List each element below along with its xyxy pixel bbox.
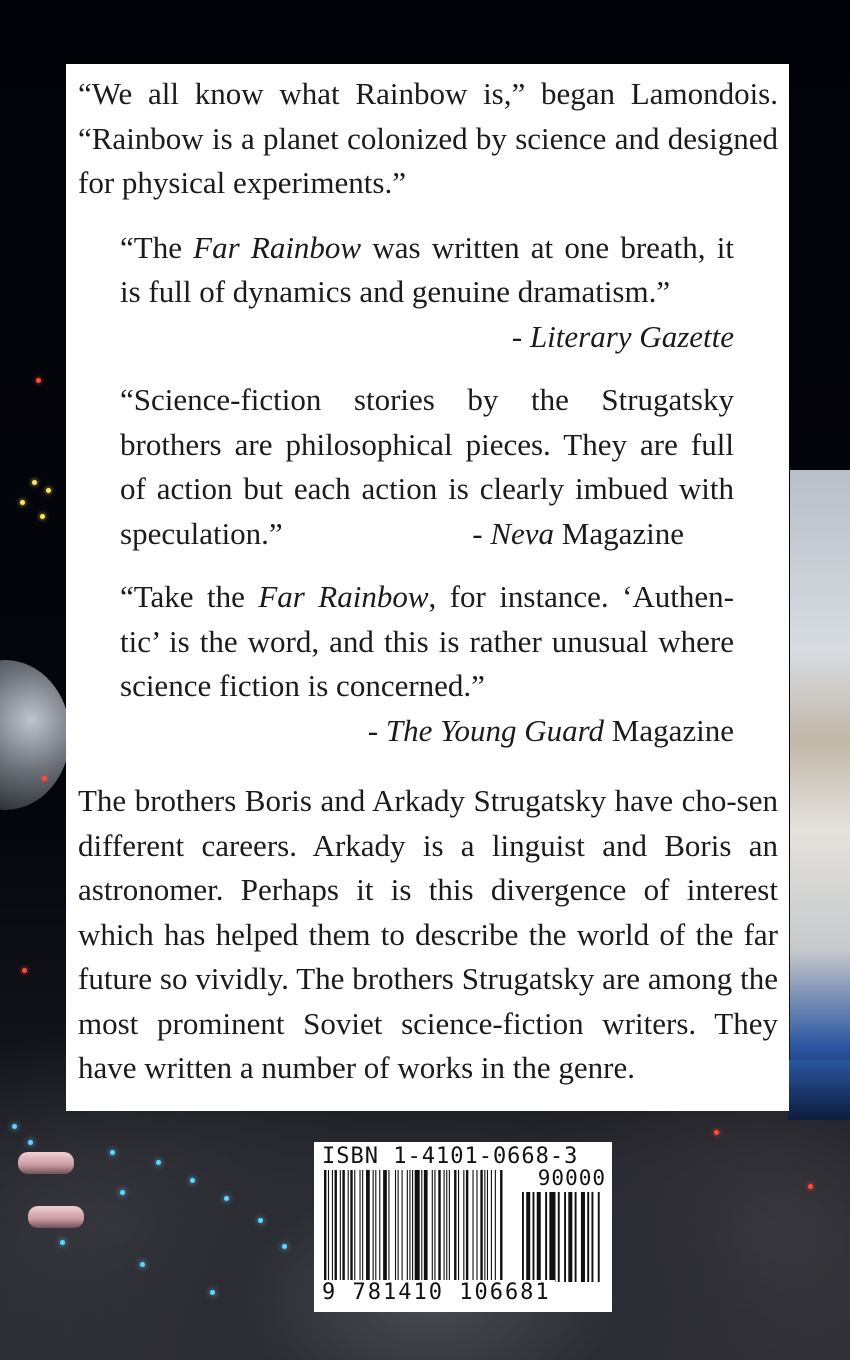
station-light <box>12 1124 17 1129</box>
station-light <box>210 1290 215 1295</box>
barcode-bar <box>495 1170 496 1282</box>
station-light <box>42 776 47 781</box>
station-light <box>120 1190 125 1195</box>
review-quote <box>120 575 734 753</box>
barcode-bar <box>421 1170 422 1282</box>
barcode-addon-bar <box>533 1192 535 1282</box>
station-light <box>110 1150 115 1155</box>
barcode-bar <box>438 1170 440 1282</box>
barcode-bar <box>375 1170 376 1282</box>
station-light <box>714 1130 719 1135</box>
barcode-bar <box>359 1170 360 1282</box>
barcode-bar <box>388 1170 389 1282</box>
station-light <box>224 1196 229 1201</box>
barcode-bar <box>348 1170 349 1282</box>
quote-attribution: - The Young Guard Magazine <box>367 712 734 748</box>
barcode-bar <box>354 1170 355 1282</box>
barcode-bar <box>480 1170 482 1282</box>
barcode-addon-bar <box>549 1192 555 1282</box>
barcode-addon-bar <box>537 1192 541 1282</box>
barcode-addon-bar <box>568 1192 572 1282</box>
barcode-addon-bar <box>522 1192 524 1282</box>
barcode-bar <box>449 1170 450 1282</box>
review-quote <box>120 226 734 360</box>
barcode-bar <box>434 1170 435 1282</box>
barcode-bar <box>398 1170 399 1282</box>
barcode-bar <box>324 1170 326 1282</box>
barcode-bar <box>500 1170 502 1282</box>
station-light <box>32 480 37 485</box>
isbn-barcode <box>314 1142 612 1312</box>
barcode-addon-bar <box>587 1192 589 1282</box>
ean-digits: 9 781410 106681 <box>322 1280 555 1305</box>
barcode-addon-bar <box>575 1192 577 1282</box>
barcode-bar <box>395 1170 396 1282</box>
barcode-addon-bar <box>581 1192 585 1282</box>
barcode-bar <box>484 1170 485 1282</box>
isbn-label: ISBN 1-4101-0668-3 <box>322 1144 579 1169</box>
barcode-bar <box>487 1170 488 1282</box>
station-light <box>22 968 27 973</box>
barcode-bar <box>444 1170 445 1282</box>
barcode-bar <box>458 1170 459 1282</box>
barcode-bar <box>491 1170 492 1282</box>
barcode-bar <box>424 1170 428 1282</box>
barcode-bar <box>379 1170 380 1282</box>
station-light <box>190 1178 195 1183</box>
distant-planet <box>0 660 70 810</box>
barcode-addon-bar <box>598 1192 600 1282</box>
barcode-addon-bar <box>545 1192 547 1282</box>
station-light <box>258 1218 263 1223</box>
viewport-window <box>790 470 850 1070</box>
barcode-bar <box>476 1170 477 1282</box>
station-light <box>40 514 45 519</box>
barcode-bar <box>340 1170 341 1282</box>
barcode-bar <box>463 1170 464 1282</box>
barcode-bar <box>412 1170 413 1282</box>
barcode-bar <box>373 1170 374 1282</box>
barcode-addon-bar <box>526 1192 530 1282</box>
barcode-bar <box>472 1170 473 1282</box>
station-light <box>28 1140 33 1145</box>
station-light <box>156 1160 161 1165</box>
quote-text: “The Far Rainbow was written at one breath, it is full of dynamics and genuine dramatism.” <box>120 229 734 309</box>
barcode-bar <box>383 1170 387 1282</box>
barcode-bar <box>432 1170 433 1282</box>
barcode-bar <box>366 1170 370 1282</box>
landing-pad <box>28 1206 84 1228</box>
barcode-bar <box>335 1170 337 1282</box>
barcode-bar <box>446 1170 447 1282</box>
barcode-addon-bar <box>558 1192 560 1282</box>
station-light <box>808 1184 813 1189</box>
barcode-bar <box>328 1170 329 1282</box>
landing-pad <box>18 1152 74 1174</box>
station-light <box>36 378 41 383</box>
station-light <box>140 1262 145 1267</box>
review-quote <box>120 378 734 556</box>
quote-text: “Science-fiction stories by the Strugatsky brothers are philosophical pieces. They are full of action but each action is clearly imbued with speculation.” - Neva Magazine <box>120 378 734 556</box>
quote-attribution: - Neva Magazine <box>472 515 684 551</box>
barcode-bar <box>332 1170 333 1282</box>
barcode-bar <box>407 1170 408 1282</box>
author-bio: The brothers Boris and Arkady Strugatsky have cho-sen different careers. Arkady is a linguist and Boris an astronomer. Perhaps it is this divergence of interest which has helped them to describe the world of the far future so vividly. The brothers Strugatsky are among the most prominent Soviet science-fiction writers. They have written a number of works in the genre. <box>78 783 778 1085</box>
blurb-panel <box>66 64 789 1111</box>
intro-paragraph: “We all know what Rainbow is,” began Lamondois. “Rainbow is a planet colonized by science and designed for physical experiments.” <box>78 76 778 200</box>
quote-attribution: - Literary Gazette <box>511 318 734 354</box>
station-light <box>60 1240 65 1245</box>
quote-text: “Take the Far Rainbow, for instance. ‘Authen-tic’ is the word, and this is rather unusual where science fiction is concerned.” <box>120 579 734 703</box>
station-light <box>282 1244 287 1249</box>
barcode-bar <box>415 1170 420 1282</box>
barcode-bar <box>454 1170 456 1282</box>
barcode-bar <box>350 1170 352 1282</box>
barcode-bar <box>342 1170 344 1282</box>
viewport-rim <box>788 1060 850 1120</box>
barcode-addon-bar <box>591 1192 593 1282</box>
barcode-addon-bar <box>564 1192 566 1282</box>
price-code: 90000 <box>537 1166 606 1190</box>
barcode-bar <box>362 1170 363 1282</box>
station-light <box>20 500 25 505</box>
barcode-bar <box>466 1170 468 1282</box>
barcode-bar <box>402 1170 403 1282</box>
barcode-bar <box>409 1170 410 1282</box>
station-light <box>46 488 51 493</box>
